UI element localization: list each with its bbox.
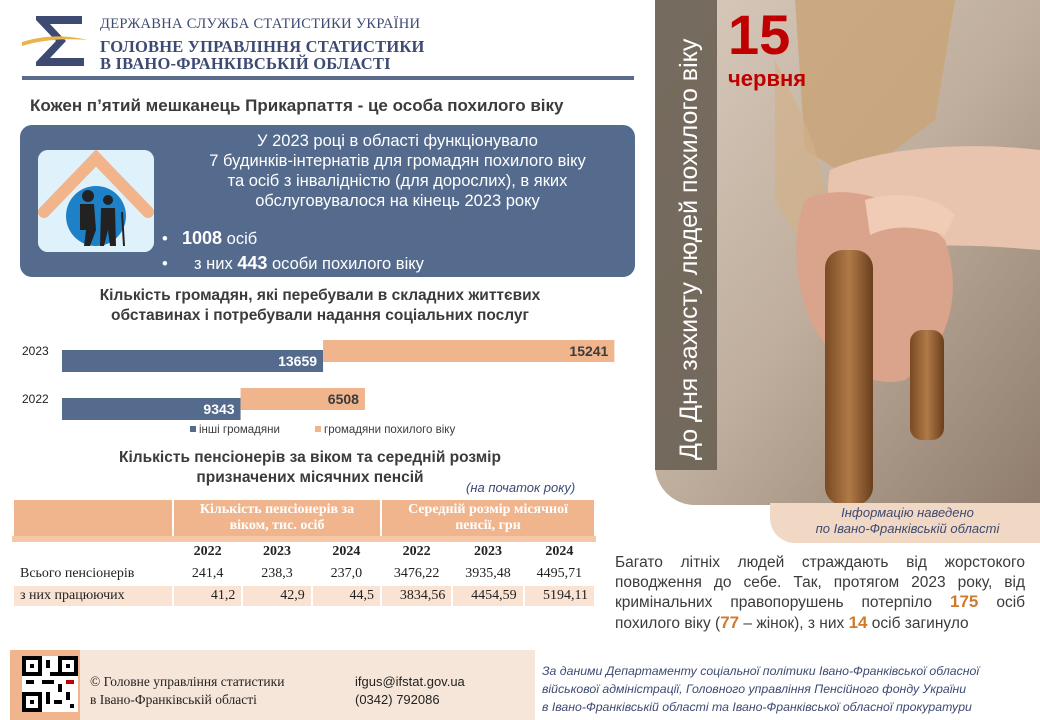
chart-title bbox=[30, 286, 610, 326]
year-cell: 2022 bbox=[173, 539, 242, 563]
source-line3: в Івано-Франківській області та Івано-Франківської обласної прокуратури bbox=[542, 700, 972, 714]
org-name-line1: ДЕРЖАВНА СЛУЖБА СТАТИСТИКИ УКРАЇНИ bbox=[100, 16, 421, 32]
table-cell: 3935,48 bbox=[452, 563, 523, 585]
org-name-line3: В ІВАНО-ФРАНКІВСЬКІЙ ОБЛАСТІ bbox=[100, 54, 391, 73]
year-corner bbox=[13, 539, 173, 563]
header-count: Кількість пенсіонерів за віком, тис. осіб bbox=[173, 499, 381, 539]
chart-title-line2: обставинах і потребували надання соціальних послуг bbox=[110, 307, 529, 324]
table-cell: 241,4 bbox=[173, 563, 242, 585]
year-cell: 2023 bbox=[242, 539, 311, 563]
vertical-title-text: До Дня захисту людей похилого віку bbox=[675, 38, 703, 460]
source-line2: військової адміністрації, Головного управління Пенсійного фонду України bbox=[542, 682, 967, 696]
table-cell: 42,9 bbox=[242, 585, 311, 607]
victims-women: 77 bbox=[720, 612, 740, 632]
pensioners-table bbox=[12, 498, 596, 608]
qr-code-icon[interactable] bbox=[22, 656, 78, 712]
bar-value-label: 6508 bbox=[327, 391, 359, 407]
total-residents-unit: осіб bbox=[226, 230, 258, 248]
copyright bbox=[90, 673, 284, 709]
violence-paragraph bbox=[615, 553, 1025, 633]
table-cell: 4495,71 bbox=[524, 563, 595, 585]
table-cell: 44,5 bbox=[312, 585, 381, 607]
table-cell: 41,2 bbox=[173, 585, 242, 607]
table-cell: 3476,22 bbox=[381, 563, 452, 585]
elderly-residents-unit: особи похилого віку bbox=[271, 255, 424, 273]
contact-phone: (0342) 792086 bbox=[355, 692, 440, 707]
logo-icon bbox=[22, 12, 90, 70]
org-name bbox=[100, 38, 425, 72]
elderly-residents-prefix: з них bbox=[194, 255, 233, 273]
row-label: Всього пенсіонерів bbox=[13, 563, 173, 585]
date-day: 15 bbox=[728, 3, 791, 66]
infobox-text bbox=[170, 131, 625, 211]
table-row bbox=[13, 563, 595, 585]
bar-value-label: 13659 bbox=[278, 353, 318, 369]
table-cell: 5194,11 bbox=[524, 585, 595, 607]
infobox-bullet-total: • 1008 осіб bbox=[162, 228, 258, 248]
contacts bbox=[355, 673, 465, 709]
infobox-line3: та осіб з інвалідністю (для дорослих), в яких bbox=[227, 172, 568, 190]
violence-text-3: – жінок), з них bbox=[739, 614, 849, 632]
year-cell: 2022 bbox=[381, 539, 452, 563]
legend-label: громадяни похилого віку bbox=[324, 424, 456, 436]
infobox-bullet-elderly: • з них 443 особи похилого віку bbox=[162, 253, 424, 273]
care-homes-infobox bbox=[20, 125, 635, 277]
contact-email[interactable]: ifgus@ifstat.gov.ua bbox=[355, 674, 465, 689]
table-cell: 4454,59 bbox=[452, 585, 523, 607]
table-cell: 238,3 bbox=[242, 563, 311, 585]
table-cell: 3834,56 bbox=[381, 585, 452, 607]
date-month: червня bbox=[728, 66, 807, 91]
header-avg: Середній розмір місячної пенсії, грн bbox=[381, 499, 595, 539]
year-cell: 2024 bbox=[524, 539, 595, 563]
info-note bbox=[780, 505, 1035, 537]
header-divider bbox=[22, 76, 634, 80]
elderly-couple-icon bbox=[38, 150, 154, 252]
source-line1: За даними Департаменту соціальної політики Івано-Франківської обласної bbox=[542, 664, 980, 678]
copyright-line1: © Головне управління статистики bbox=[90, 674, 285, 689]
category-label: 2023 bbox=[22, 344, 49, 358]
violence-text-4: осіб загинуло bbox=[867, 614, 969, 632]
chart-title-line1: Кількість громадян, які перебували в складних життєвих bbox=[99, 287, 541, 304]
vertical-title bbox=[655, 0, 717, 470]
category-label: 2022 bbox=[22, 392, 49, 406]
copyright-line2: в Івано-Франківській області bbox=[90, 692, 257, 707]
violence-text-1: Багато літніх людей страждають від жорстокого поводження до себе. Так, протягом 2023 року, від кримінальних правопорушень потерпіло bbox=[615, 554, 1025, 611]
table-row bbox=[13, 585, 595, 607]
legend-swatch bbox=[315, 426, 321, 432]
infobox-line1: У 2023 році в області функціонувало bbox=[257, 132, 538, 150]
table-title-line2: призначених місячних пенсій bbox=[196, 469, 424, 486]
social-services-chart bbox=[10, 330, 640, 442]
row-label: з них працюючих bbox=[13, 585, 173, 607]
data-source bbox=[542, 662, 1032, 716]
year-cell: 2023 bbox=[452, 539, 523, 563]
elderly-residents-value: 443 bbox=[237, 253, 268, 273]
table-title-line1: Кількість пенсіонерів за віком та середній розмір bbox=[119, 449, 501, 466]
info-note-line2: по Івано-Франківській області bbox=[815, 521, 1000, 536]
table-corner bbox=[13, 499, 173, 539]
infobox-line2: 7 будинків-інтернатів для громадян похилого віку bbox=[209, 152, 586, 170]
info-note-line1: Інформацію наведено bbox=[841, 505, 974, 520]
total-residents-value: 1008 bbox=[182, 228, 223, 248]
table-cell: 237,0 bbox=[312, 563, 381, 585]
bar-value-label: 15241 bbox=[569, 343, 609, 359]
victims-killed: 14 bbox=[848, 612, 868, 632]
org-name-line2: ГОЛОВНЕ УПРАВЛІННЯ СТАТИСТИКИ bbox=[100, 37, 425, 56]
violence-text-2: осіб похилого віку ( bbox=[615, 594, 1026, 632]
year-cell: 2024 bbox=[312, 539, 381, 563]
table-note: (на початок року) bbox=[466, 480, 576, 495]
infobox-line4: обслуговувалося на кінець 2023 року bbox=[255, 192, 540, 210]
victims-total: 175 bbox=[950, 592, 979, 611]
headline: Кожен п’ятий мешканець Прикарпаття - це особа похилого віку bbox=[30, 96, 564, 115]
legend-label: інші громадяни bbox=[199, 424, 280, 436]
legend-swatch bbox=[190, 426, 196, 432]
bar-value-label: 9343 bbox=[203, 401, 235, 417]
